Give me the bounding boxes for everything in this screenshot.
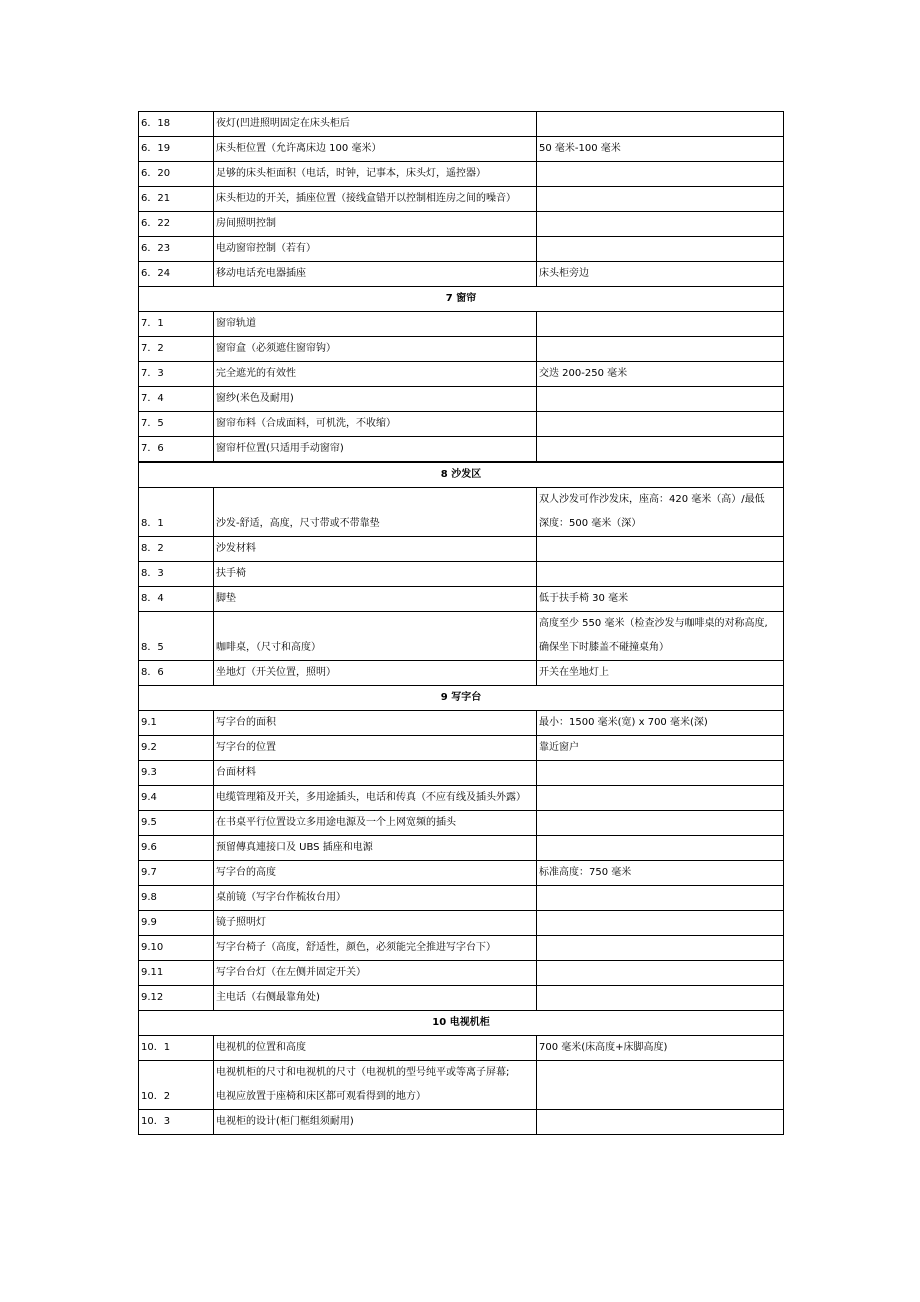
table-row <box>139 1061 784 1110</box>
item-spec <box>537 437 784 462</box>
item-spec <box>537 936 784 961</box>
item-description: 沙发材料 <box>214 537 537 562</box>
item-spec <box>537 612 784 661</box>
item-description: 夜灯(凹进照明固定在床头柜后 <box>214 112 537 137</box>
item-spec <box>537 412 784 437</box>
item-number: 9.11 <box>139 961 214 986</box>
item-description: 咖啡桌，（尺寸和高度） <box>214 612 537 661</box>
item-spec: 交迭 200-250 毫米 <box>537 362 784 387</box>
item-spec <box>537 112 784 137</box>
item-number: 8．4 <box>139 587 214 612</box>
item-number: 6．20 <box>139 162 214 187</box>
item-description: 写字台的位置 <box>214 736 537 761</box>
table-row <box>139 162 784 187</box>
item-description: 房间照明控制 <box>214 212 537 237</box>
item-number: 9.4 <box>139 786 214 811</box>
item-description: 窗帘轨道 <box>214 312 537 337</box>
item-number: 7．3 <box>139 362 214 387</box>
item-number: 7．1 <box>139 312 214 337</box>
table-row <box>139 212 784 237</box>
table-row <box>139 736 784 761</box>
item-spec: 靠近窗户 <box>537 736 784 761</box>
table-row <box>139 337 784 362</box>
section-title: 10 电视机柜 <box>139 1011 784 1036</box>
item-spec <box>537 237 784 262</box>
item-spec <box>537 312 784 337</box>
item-number: 6．23 <box>139 237 214 262</box>
item-number: 9.1 <box>139 711 214 736</box>
item-spec: 700 毫米(床高度+床脚高度) <box>537 1036 784 1061</box>
item-spec <box>537 187 784 212</box>
item-spec <box>537 961 784 986</box>
item-description: 镜子照明灯 <box>214 911 537 936</box>
item-description: 预留傳真連接口及 UBS 插座和电源 <box>214 836 537 861</box>
item-number: 6．24 <box>139 262 214 287</box>
item-spec <box>537 986 784 1011</box>
item-description: 电视柜的设计(柜门框组须耐用) <box>214 1110 537 1135</box>
spec-table-body <box>139 112 784 1135</box>
item-number: 9.10 <box>139 936 214 961</box>
item-number: 8．3 <box>139 562 214 587</box>
item-number: 10．3 <box>139 1110 214 1135</box>
item-spec <box>537 537 784 562</box>
item-description: 窗纱(米色及耐用) <box>214 387 537 412</box>
item-number: 6．21 <box>139 187 214 212</box>
item-description: 扶手椅 <box>214 562 537 587</box>
item-spec <box>537 811 784 836</box>
item-spec: 低于扶手椅 30 毫米 <box>537 587 784 612</box>
item-description: 窗帘盒（必须遮住窗帘钩） <box>214 337 537 362</box>
item-description: 移动电话充电器插座 <box>214 262 537 287</box>
item-spec <box>537 836 784 861</box>
item-description: 电缆管理箱及开关，多用途插头，电话和传真（不应有线及插头外露） <box>214 786 537 811</box>
item-number: 7．4 <box>139 387 214 412</box>
item-spec-line: 深度：500 毫米（深） <box>539 518 642 529</box>
item-number: 6．22 <box>139 212 214 237</box>
item-spec-line: 确保坐下时膝盖不碰撞桌角） <box>539 642 669 653</box>
section-header-row <box>139 287 784 312</box>
table-row <box>139 312 784 337</box>
item-number: 8．6 <box>139 661 214 686</box>
item-spec-line: 高度至少 550 毫米（检查沙发与咖啡桌的对称高度, <box>539 618 768 629</box>
table-row <box>139 861 784 886</box>
table-row <box>139 1110 784 1135</box>
table-row <box>139 886 784 911</box>
table-row <box>139 587 784 612</box>
table-row <box>139 488 784 537</box>
item-number: 7．2 <box>139 337 214 362</box>
item-description: 桌前镜（写字台作梳妆台用） <box>214 886 537 911</box>
table-row <box>139 911 784 936</box>
section-header-row <box>139 463 784 488</box>
item-number: 9.5 <box>139 811 214 836</box>
item-description: 脚垫 <box>214 587 537 612</box>
item-number: 9.12 <box>139 986 214 1011</box>
item-spec: 最小：1500 毫米(宽) x 700 毫米(深) <box>537 711 784 736</box>
item-description <box>214 1061 537 1110</box>
table-row <box>139 412 784 437</box>
item-spec <box>537 1110 784 1135</box>
item-description: 主电话（右侧最靠角处) <box>214 986 537 1011</box>
item-spec <box>537 761 784 786</box>
table-row <box>139 362 784 387</box>
item-spec: 床头柜旁边 <box>537 262 784 287</box>
item-spec <box>537 886 784 911</box>
item-spec <box>537 212 784 237</box>
item-number: 10．1 <box>139 1036 214 1061</box>
table-row <box>139 936 784 961</box>
item-spec <box>537 162 784 187</box>
table-row <box>139 761 784 786</box>
item-description: 台面材料 <box>214 761 537 786</box>
table-row <box>139 711 784 736</box>
table-row <box>139 661 784 686</box>
item-number: 9.9 <box>139 911 214 936</box>
item-description-line: 电视应放置于座椅和床区都可观看得到的地方） <box>216 1091 426 1102</box>
table-row <box>139 387 784 412</box>
table-row <box>139 612 784 661</box>
section-header-row <box>139 686 784 711</box>
item-description: 足够的床头柜面积（电话，时钟，记事本，床头灯，遥控器） <box>214 162 537 187</box>
item-spec <box>537 337 784 362</box>
item-description: 写字台的高度 <box>214 861 537 886</box>
item-number: 9.3 <box>139 761 214 786</box>
item-description: 坐地灯（开关位置，照明） <box>214 661 537 686</box>
item-description: 写字台台灯（在左侧并固定开关） <box>214 961 537 986</box>
table-row <box>139 1036 784 1061</box>
table-row <box>139 986 784 1011</box>
spec-table <box>138 111 784 1135</box>
item-description: 窗帘杆位置(只适用手动窗帘) <box>214 437 537 462</box>
item-description-line: 电视机柜的尺寸和电视机的尺寸（电视机的型号纯平或等离子屏幕; <box>216 1067 510 1078</box>
item-number: 9.2 <box>139 736 214 761</box>
item-number: 8．5 <box>139 612 214 661</box>
table-row <box>139 562 784 587</box>
section-title: 7 窗帘 <box>139 287 784 312</box>
table-row <box>139 262 784 287</box>
item-number: 10．2 <box>139 1061 214 1110</box>
item-spec <box>537 387 784 412</box>
table-row <box>139 537 784 562</box>
item-spec <box>537 562 784 587</box>
table-row <box>139 187 784 212</box>
item-spec <box>537 911 784 936</box>
item-number: 7．5 <box>139 412 214 437</box>
item-spec: 标准高度：750 毫米 <box>537 861 784 886</box>
item-spec: 开关在坐地灯上 <box>537 661 784 686</box>
section-title: 9 写字台 <box>139 686 784 711</box>
item-number: 6．19 <box>139 137 214 162</box>
table-row <box>139 437 784 462</box>
item-number: 9.8 <box>139 886 214 911</box>
item-number: 9.7 <box>139 861 214 886</box>
item-spec <box>537 786 784 811</box>
table-row <box>139 961 784 986</box>
item-description: 写字台椅子（高度，舒适性，颜色，必须能完全推进写字台下） <box>214 936 537 961</box>
item-number: 8．2 <box>139 537 214 562</box>
item-spec-line: 双人沙发可作沙发床，座高：420 毫米（高）/最低 <box>539 494 765 505</box>
item-description: 完全遮光的有效性 <box>214 362 537 387</box>
table-row <box>139 237 784 262</box>
item-number: 7．6 <box>139 437 214 462</box>
item-description: 窗帘布料（合成面料，可机洗，不收缩） <box>214 412 537 437</box>
item-description: 电视机的位置和高度 <box>214 1036 537 1061</box>
item-number: 6．18 <box>139 112 214 137</box>
table-row <box>139 137 784 162</box>
table-row <box>139 786 784 811</box>
item-description: 床头柜边的开关，插座位置（接线盒错开以控制相连房之间的噪音） <box>214 187 537 212</box>
item-description: 沙发-舒适，高度，尺寸带或不带靠垫 <box>214 488 537 537</box>
section-title: 8 沙发区 <box>139 463 784 488</box>
section-header-row <box>139 1011 784 1036</box>
table-row <box>139 836 784 861</box>
item-description: 床头柜位置（允许离床边 100 毫米） <box>214 137 537 162</box>
item-description: 电动窗帘控制（若有） <box>214 237 537 262</box>
item-spec: 50 毫米-100 毫米 <box>537 137 784 162</box>
item-spec <box>537 1061 784 1110</box>
table-row <box>139 811 784 836</box>
item-description: 写字台的面积 <box>214 711 537 736</box>
item-number: 9.6 <box>139 836 214 861</box>
item-spec <box>537 488 784 537</box>
table-row <box>139 112 784 137</box>
item-number: 8．1 <box>139 488 214 537</box>
item-description: 在书桌平行位置设立多用途电源及一个上网宽频的插头 <box>214 811 537 836</box>
